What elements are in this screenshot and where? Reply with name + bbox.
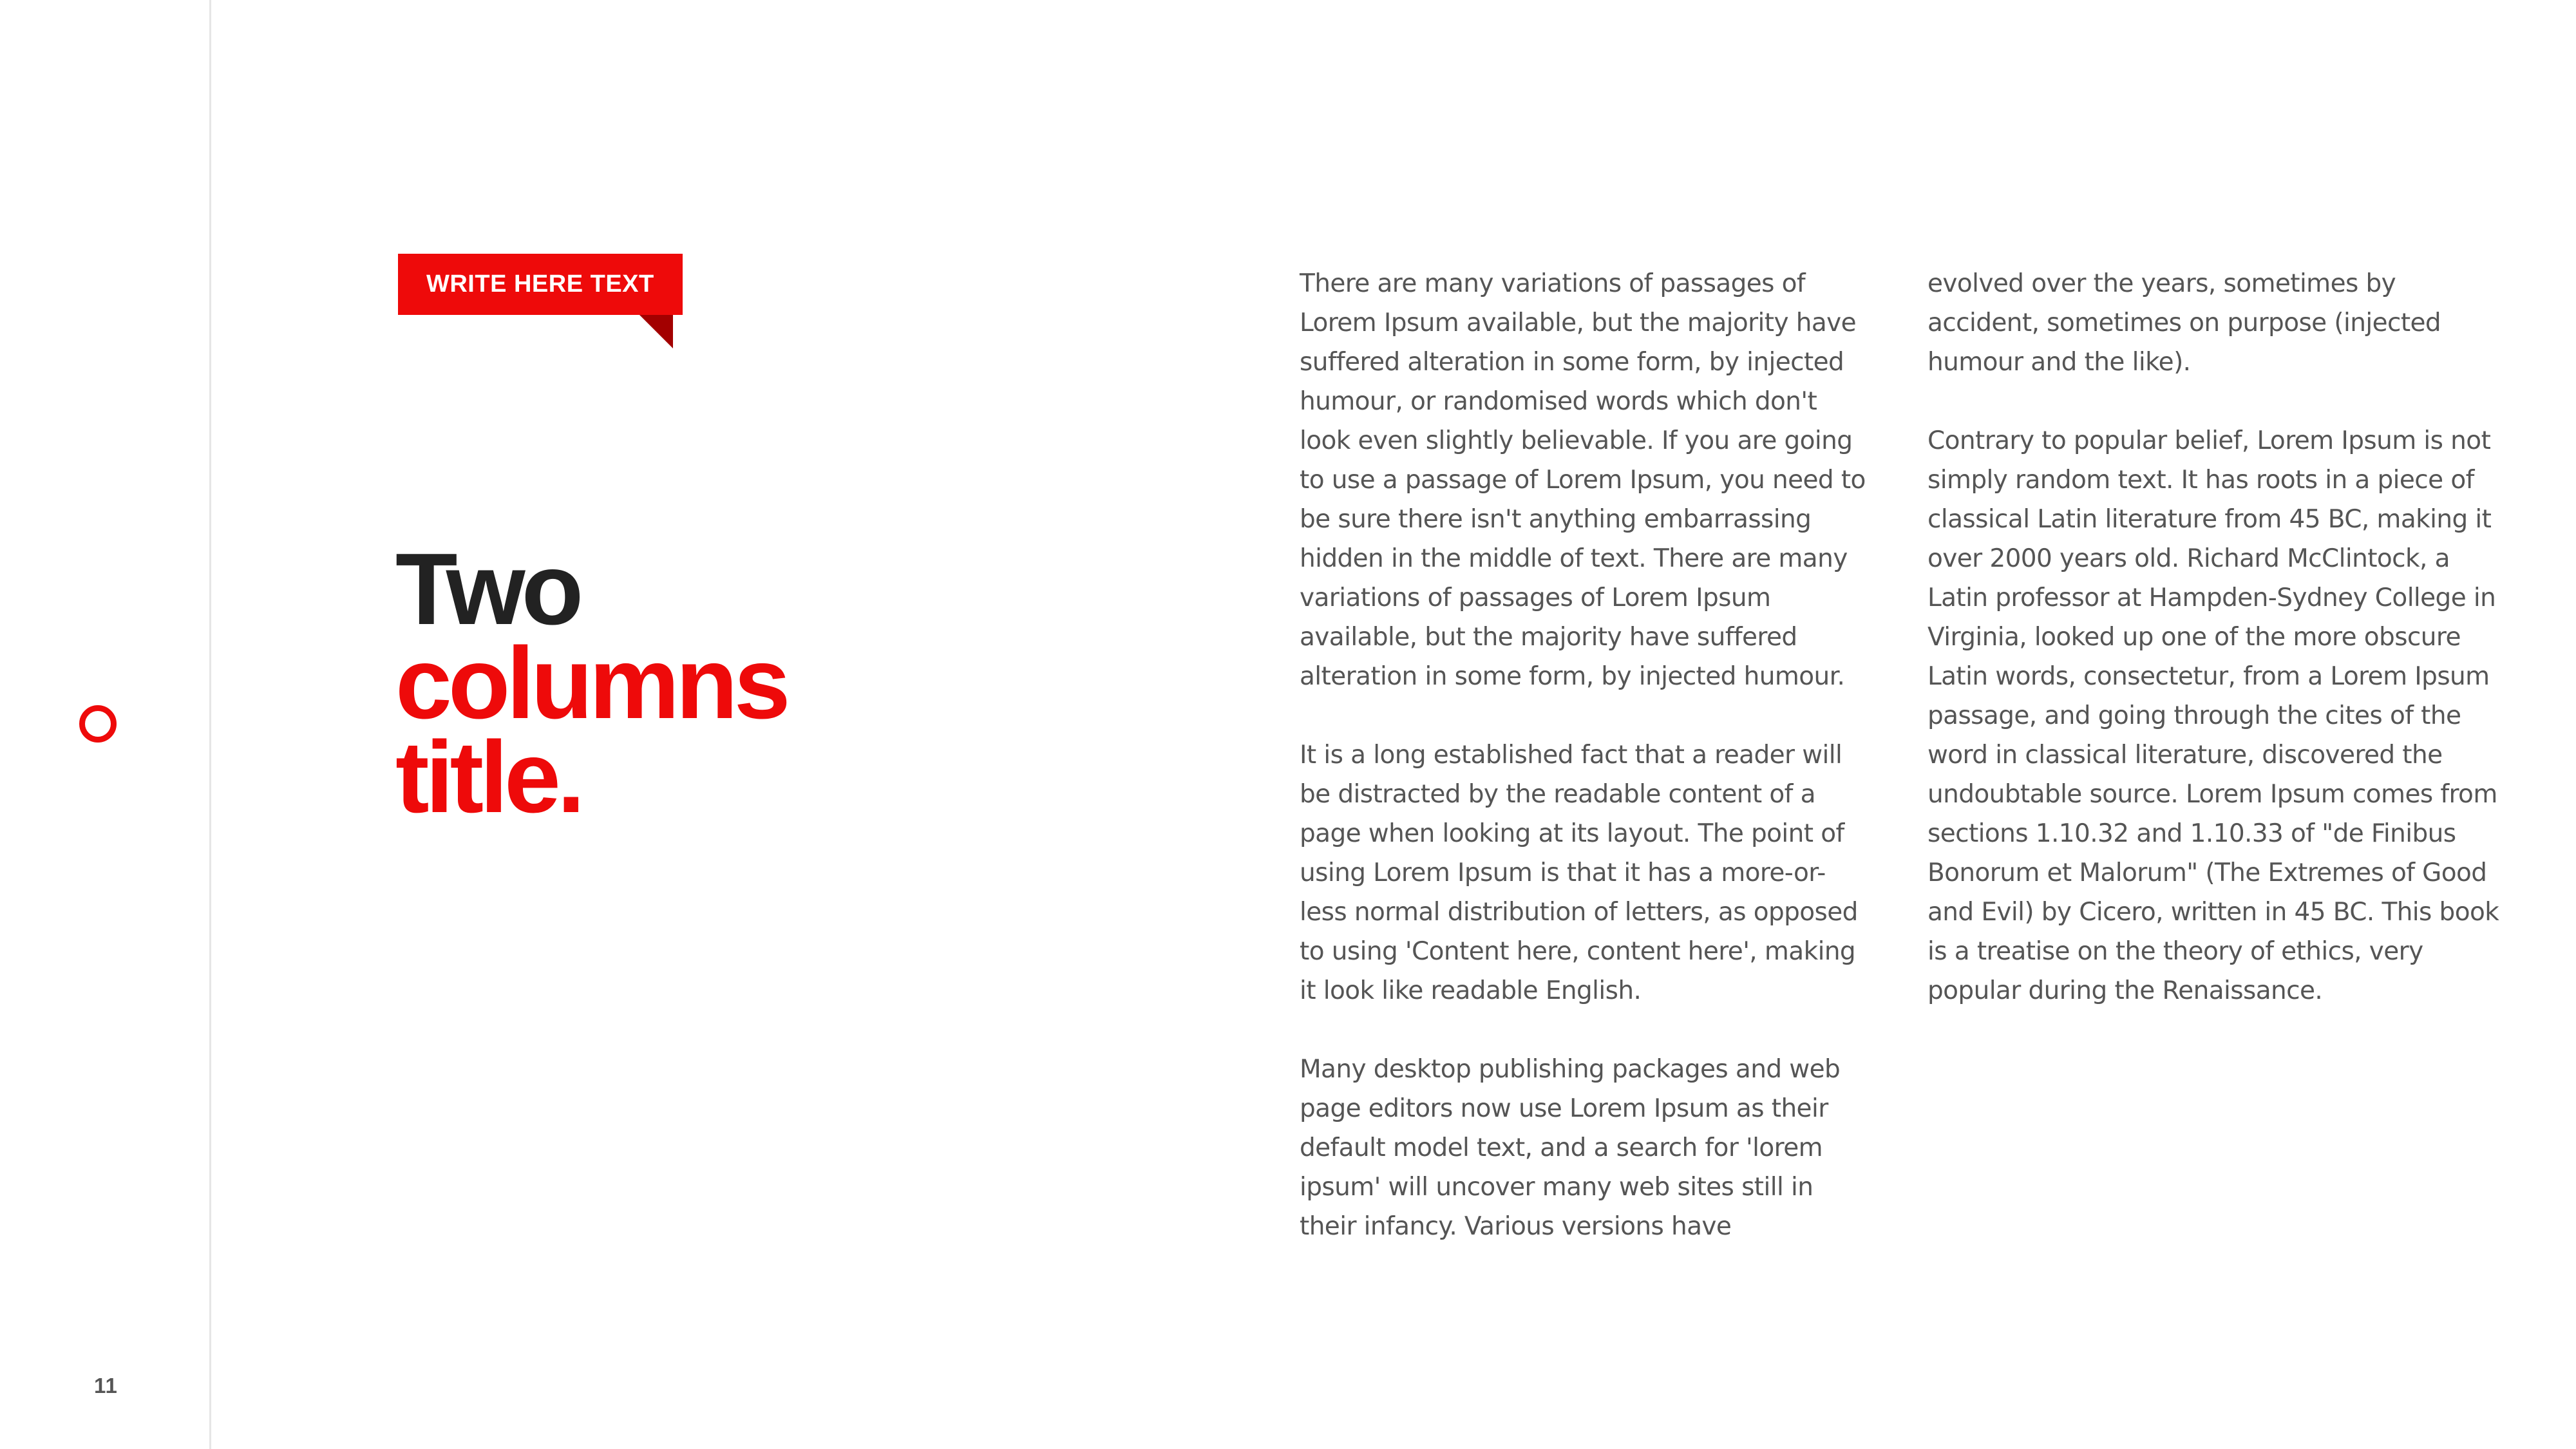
paragraph: It is a long established fact that a reader will be distracted by the readable content of a page when looking at its layout. The point of using Lorem Ipsum is that it has a more-or-less normal distribution of letters, as opposed to using 'Content here, content here', making it look like readable English. — [1300, 741, 1858, 1005]
label-tag: WRITE HERE TEXT — [398, 254, 683, 315]
ring-icon — [79, 705, 117, 743]
paragraph: Many desktop publishing packages and web page editors now use Lorem Ipsum as their default model text, and a search for 'lorem ipsum' will uncover many web sites still in their infancy. Various versions have — [1300, 1055, 1841, 1241]
sidebar-divider — [209, 0, 211, 1449]
page-number: 11 — [94, 1374, 118, 1397]
text-column-left — [1300, 264, 1866, 1285]
title-line-3: title. — [395, 721, 582, 834]
label-tag-fold — [639, 315, 673, 348]
title-line-1: Two — [395, 533, 580, 646]
paragraph: evolved over the years, sometimes by accident, sometimes on purpose (injected humour and the like). — [1927, 269, 2441, 377]
paragraph: Contrary to popular belief, Lorem Ipsum is not simply random text. It has roots in a piece of classical Latin literature from 45 BC, making it over 2000 years old. Richard McClintock, a Latin professor at Hampden-Sydney College in Virginia, looked up one of the more obscure Latin words, consectetur, from a Lorem Ipsum passage, and going through the cites of the word in classical literature, discovered the undoubtable source. Lorem Ipsum comes from sections 1.10.32 and 1.10.33 of "de Finibus Bonorum et Malorum" (The Extremes of Good and Evil) by Cicero, written in 45 BC. This book is a treatise on the theory of ethics, very popular during the Renaissance. — [1927, 426, 2499, 1005]
paragraph: There are many variations of passages of Lorem Ipsum available, but the majority have suffered alteration in some form, by injected humour, or randomised words which don't look even slightly believable. If you are going to use a passage of Lorem Ipsum, you need to be sure there isn't anything embarrassing hidden in the middle of text. There are many variations of passages of Lorem Ipsum available, but the majority have suffered alteration in some form, by injected humour. — [1300, 269, 1866, 691]
slide-title — [395, 533, 787, 834]
title-line-2: columns — [395, 627, 787, 740]
text-column-right — [1927, 264, 2514, 1050]
